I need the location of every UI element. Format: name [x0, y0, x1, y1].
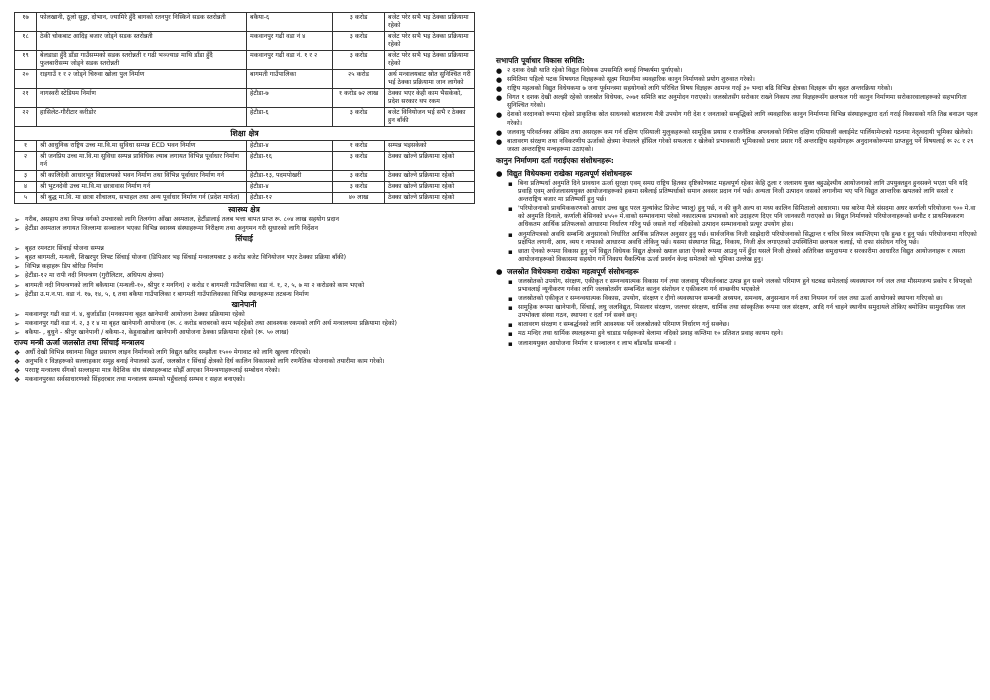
list-item-text: बागमती नदी नियन्त्रणको लागि बकैयामा (मन्थली-१०, श्रीपुर र मनगिन) २ करोड र बागमती गाउँपालिका वडा नं. १, २, ५, ७ मा २ करोडको काम भएको	[25, 281, 365, 289]
list-item	[496, 330, 978, 338]
row-status: बजेट परेर सभै भइ ठेक्का प्रक्रियामा रहेको	[385, 51, 475, 70]
right-column	[496, 54, 978, 349]
list-item	[496, 295, 978, 303]
list-item-text: बातावरण संरक्षण तथा नविकरणीय ऊर्जाको क्षेत्रमा नेपालले हाँसिल गरेको सफलता र खेलेको प्रभावकारी भूमिकाको प्रचार प्रसार गर्दै अन्तराष्ट्रिय सहयोगहरू अनुदानकोरूपमा प्राप्तहुनु पर्ने विषयलाई रू २८ र २९ जस्ता अन्तराष्ट्रिय मन्चहरूमा उठाएको।	[507, 137, 974, 153]
square-bullet-icon: ▪	[508, 330, 513, 339]
arrow-bullet-icon: ➢	[14, 245, 20, 254]
list-item-text: बकैया- , बुधुने - श्रीपुर खानेपानी / बकैया-२, केहुवाखोला खानेपानी आयोजना ठेक्का प्रक्रियामा रहेको (रू. ५० लाख)	[25, 328, 289, 336]
row-number: १७	[15, 13, 37, 32]
list-item	[14, 245, 474, 253]
table-row	[15, 51, 475, 70]
list-item-text: मकवानपुर गढी वडा नं. ४, बुर्जाडाँडा (मनकामना बृहत खानेपानी आयोजना ठेक्का प्रक्रियामा रहेको	[25, 310, 245, 318]
row-number: ४	[15, 182, 37, 193]
list-item	[14, 282, 474, 290]
row-description: श्री आधुनिक राष्ट्रिय उच्च मा.वि.मा सुविधा सम्पन्न ECD भवन निर्माण	[37, 141, 247, 152]
list-item	[496, 340, 978, 348]
row-description: श्री जनप्रिय उच्च मा.वि.मा सुविधा सम्पन्न प्राविधिक ल्याब लगायत विभिन्न पूर्वाधार निर्माण गर्न	[37, 152, 247, 171]
square-bullet-icon: ▪	[508, 205, 513, 214]
list-item-text: हेटौंडा-१२ मा रापी नदी नियन्त्रण (गुरौलिटार, अधिपत्य क्षेत्रमा)	[25, 272, 164, 280]
list-item	[496, 67, 978, 75]
row-location: हेटौडा-१६	[247, 152, 333, 171]
list-item-text: जलाशययुक्त आयोजना निर्माण र सञ्चालन र लाभ बाँडफाँड सम्बन्धी ।	[518, 339, 676, 347]
list-item	[496, 304, 978, 320]
square-bullet-icon: ▪	[508, 321, 513, 330]
list-item-text: 'परियोजनाको प्राथमिककरणको आधार उच्च खुद परल मुल्यांकेट प्रिजेन्ट भ्यालू) हुनु पर्छ, न की कुनै अल्प वा मध्य कालिन सिमितालो आधारमा। यस बारेमा मैले संसदमा अघर कर्णाली परियोजना ९०० मे.वा को अनुमति दिनाले, कर्णाली बेसिनको ४५५० मे.वाको सम्भावनामा परेको नकारात्मक प्रभावको बारे उदाहरण दिएर पनि जानकारी गराएको छ। विद्युत निर्माणको परियोजनाहरूको छनौट र प्राथमिककरण अधिकतम आर्थिक प्रतिफलको आधारमा निर्धारण गरिनु पर्छ जसले गर्दा नदिकोको उत्पादन सम्भावनाको प्रत्यूर उपयोग होस।	[518, 205, 976, 229]
list-item-text: गरीब, असहाय तथा विपन्न वर्गको उपचारको लागि तिलगंगा आँखा अस्पताल, हेटौंडालाई तलब भत्ता बापत प्राप्त रू. ८०४ लाख सहयोग प्रदान	[25, 216, 340, 223]
dot-bullet-icon: ●	[496, 94, 503, 103]
list-item-text: बिना प्रतिष्पर्धा अनुमति दिने प्रावधान ऊर्जा सुरक्षा एवम् समग्र राष्ट्रिय हितका दृष्टिकोणबाट महत्वपूर्ण रहेका केहि ठूला र जलाशय युक्त बहुउद्देश्यीय आयोजनाको लागि उपयुक्तहुन हुनसक्ने भएता पनि यदि प्रवाहि एवम् अर्धजलासययुक्त आयोजनाहरूको हकमा सबैलाई प्रतिष्पर्धाको समान अवसर प्रदान गर्न पर्छ। अन्यता निजी उत्पादन जसको लगानीमा भए पनि विद्युत आन्तरिक खपतको लागि सस्तो र अन्तराष्ट्रिय बजार मा प्रतिष्पर्धी हुनु पर्छ।	[518, 179, 968, 204]
row-cost: २५ करोड	[333, 70, 385, 89]
list-item-text: छाता ऐनको रूपमा विकास हुनु पर्ने विद्युत विधेयक विद्युत क्षेत्रको ख्याल छाता ऐनको रूपमा आउनु पर्ने हुँदा यसले निजी क्षेत्रको अतिरिक्त समुदायमा र सरकारीमा आधारित विद्युत आयोजनाहरू र त्यस्ता आयोजनाहरूको विकासमा सहयोग गर्ने निकाय यैकल्पिक ऊर्जा प्रवर्धन केन्द्र समेतको को भूमिका उल्लेख हुनु।	[518, 247, 965, 263]
square-bullet-icon: ▪	[508, 304, 513, 313]
committee-heading: सभापति पूर्वाधार विकास समिति:	[496, 56, 585, 65]
list-item-text: मठ मन्दिर तथा धार्मिक स्थलहरूमा हुने चाडाड पर्वहरूको बेलामा नदिको प्रवाह कम्तिमा १० प्रतिशत प्रवाह कायम रहने।	[518, 330, 783, 338]
education-table-body	[15, 141, 475, 204]
list-item-text: अर्घौ देखी विभिन्न स्थानमा विद्युत प्रसारण लाइन निर्माणको लागि विद्युत खरिद सम्झौता १५०० मेगावाट को लागि खुल्ला गरिएको।	[25, 349, 311, 357]
table-row	[15, 182, 475, 193]
arrow-bullet-icon: ➢	[14, 328, 20, 337]
list-item-text: बृहत बागमती, मन्थली, शिखरपुर लिफ्ट सिंचाई योजना (डिपिआर भइ सिंचाई मन्त्रालयबाट ३ करोड बजेट विनियोजन भएर ठेक्का प्रक्रिया बाँकी)	[25, 254, 347, 262]
list-item-text: परराष्ट्र मन्त्रालय सँगको सल्लाहमा मात्र वैदेशिक संघ संस्थाहरूबाट सोझैँ आएका निमन्त्रणाहरूलाई सम्बोधन गरेको।	[25, 367, 280, 375]
table-row	[15, 171, 475, 182]
list-item	[14, 329, 474, 337]
left-column	[14, 12, 474, 385]
law-heading: कानुन निर्माणमा दर्ता गराईएका संशोधनहरू:	[496, 155, 614, 165]
row-number: १८	[15, 32, 37, 51]
electricity-bill-title: विद्युत विधेयकमा राखेका महत्वपूर्ण संशोधनहरू	[507, 168, 632, 178]
row-number: १	[15, 141, 37, 152]
table-row	[15, 141, 475, 152]
list-item	[14, 349, 474, 357]
row-cost: ३ करोड	[333, 51, 385, 70]
list-item	[496, 205, 978, 229]
list-item	[14, 311, 474, 319]
row-description: श्री कालिदेवी आधारभूत विद्यालयको भवन निर्माण तथा विभिन्न पूर्वाधार निर्माण गर्न	[37, 171, 247, 182]
table-row	[15, 108, 475, 127]
square-bullet-icon: ▪	[508, 247, 513, 256]
row-cost: ३ करोड	[333, 32, 385, 51]
list-item	[496, 85, 978, 93]
row-location: हेटौडा-१३, पदमपोखरी	[247, 171, 333, 182]
arrow-bullet-icon: ➢	[14, 216, 20, 224]
row-description: श्री भुटनदेवी उच्च मा.वि.मा छात्रावास निर्माण गर्न	[37, 182, 247, 193]
row-description: नागस्वरी स्टेडियम निर्माण	[37, 89, 247, 108]
list-item-text: बातावरण संरक्षण र सम्बर्द्धनको लागि आवश्यक पर्ने जलस्रोतको परिमाण निर्धारण गर्नु सक्नेछ।	[518, 321, 730, 329]
row-description: बेलडाडा हुँदै डाँडा गाउँसम्मको सडक स्तरोन्नती र गढी भञ्ज्याङ माथि डाँडा हुँदै फुलबारीसम्म जोड्ने सडक स्तरोन्नती	[37, 51, 247, 70]
education-section-header	[15, 127, 475, 141]
bullet-icon: ●	[496, 168, 503, 178]
row-status: ठेक्का खोल्ने प्रक्रियामा रहेको	[385, 193, 475, 204]
row-location: हेटौडा-४	[247, 182, 333, 193]
list-item	[496, 248, 978, 264]
arrow-bullet-icon: ➢	[14, 310, 20, 319]
dot-bullet-icon: ●	[496, 111, 503, 120]
row-cost: १ करोड ७२ लाख	[333, 89, 385, 108]
list-item-text: मकवानपुर गढी वडा नं. २, ३ र ४ मा बृहत खानेपानी आयोजना (रू. ८ करोड बराबरको काम भईरहेको तथा आवश्यक रकमको लागि अर्थ मन्त्रालयमा प्रक्रियामा रहेको)	[25, 319, 397, 327]
list-item-text: अनुमतिपत्रको अवधि सम्बन्धि अनुसारको निर्धारित आर्थिक प्रतिफल अनुसार हुनु पर्छ। सार्वजनिक निजी साझेदारी परियोजनाको सिद्धान्त र चरित्र विरुत्र व्याप्तिएमा एकै हुन्छ र हुनु पर्छ। परियोजनामा गरिएको प्रक्षेपित लगानी, आय, व्यय र नाफाको आधारमा अवधि तोकिनु पर्छ। यसमा संस्थागत सिद्ध, निकाय, निजी क्षेत्र लगाएतको उपस्थितिमा छलफल चलाई, यो दफा संसोधन गरिनु पर्छ।	[518, 230, 977, 246]
square-bullet-icon: ▪	[508, 179, 513, 188]
row-cost: ३ करोड	[333, 182, 385, 193]
square-bullet-icon: ❖	[14, 349, 21, 358]
water-list	[14, 311, 474, 337]
list-item	[14, 376, 474, 384]
row-location: हेटौडा-७	[247, 89, 333, 108]
square-bullet-icon: ▪	[508, 230, 513, 239]
list-item	[496, 231, 978, 247]
list-item	[14, 291, 474, 299]
list-item	[496, 278, 978, 294]
row-number: २०	[15, 70, 37, 89]
health-heading: स्वास्थ्य क्षेत्र	[228, 205, 260, 214]
row-location: हेटौडा-६	[247, 108, 333, 127]
arrow-bullet-icon: ➢	[14, 225, 20, 234]
row-number: ३	[15, 171, 37, 182]
list-item	[496, 321, 978, 329]
list-item	[14, 358, 474, 366]
water-bill-list	[496, 278, 978, 348]
water-bill-heading	[496, 267, 978, 277]
row-status: बजेट परेर सभै भइ ठेक्का प्रक्रियामा रहेको	[385, 13, 475, 32]
list-item-text: हेटौंडा अस्पताल लगायत जिल्लामा सञ्चालन भएका विभिन्न स्वास्थ्य संस्थाहरूमा निरीक्षण तथा अनुगमन गरी सुधारको लागि निर्देशन	[25, 225, 318, 233]
row-location: मकवानपुर गढी वडा नं. १ र २	[247, 51, 333, 70]
projects-table-body	[15, 13, 475, 127]
list-item	[14, 263, 474, 271]
row-status: ठेक्का भएर केही काम भैसकेको, प्रदेश सरकार थप रकम	[385, 89, 475, 108]
row-number: २१	[15, 89, 37, 108]
arrow-bullet-icon: ➢	[14, 281, 20, 290]
list-item	[14, 225, 474, 233]
row-number: १९	[15, 51, 37, 70]
list-item	[14, 272, 474, 280]
row-cost: १ करोड	[333, 141, 385, 152]
row-cost: ४० लाख	[333, 193, 385, 204]
irrigation-heading: सिंचाई	[235, 234, 253, 244]
list-item	[496, 180, 978, 204]
list-item	[14, 254, 474, 262]
dot-bullet-icon: ●	[496, 67, 503, 75]
row-location: बकैया-६	[247, 13, 333, 32]
row-description: ठेकी चोकबाट आदिइ बजार जोड्ने सडक स्तरोन्नती	[37, 32, 247, 51]
dot-bullet-icon: ●	[496, 128, 503, 137]
row-number: ५	[15, 193, 37, 204]
list-item-text: मकवानपुरका सर्वसाधारणको सिंहदरबार तथा मन्त्रालय सम्मको पहुँचलाई सम्भव र सहज बनाएको।	[25, 376, 245, 384]
list-item-text: विगत १ दशक देखी अल्झी रहेको जलस्रोत विधेयक, २०७१ समिति बाट अनुमोदन गराएको। जलस्रोतसँग सरोकार राख्ने निकाय तथा विज्ञहरूसँग छलफल गरी कानुन निर्माणमा सरोकारवालाहरूको सहभागिता सुनिश्चित गरेको।	[507, 94, 967, 110]
dot-bullet-icon: ●	[496, 76, 503, 85]
arrow-bullet-icon: ➢	[14, 319, 20, 328]
irrigation-list	[14, 245, 474, 299]
row-status: अर्थ मन्त्रालयबाट स्रोत सुनिश्चित गरी भई ठेक्का प्रक्रियामा जान लागेको	[385, 70, 475, 89]
row-location: हेटौडा-४	[247, 141, 333, 152]
dot-bullet-icon: ●	[496, 137, 503, 146]
square-bullet-icon: ▪	[508, 295, 513, 304]
table-row	[15, 32, 475, 51]
projects-table	[14, 12, 475, 204]
arrow-bullet-icon: ➢	[14, 263, 20, 272]
square-bullet-icon: ❖	[14, 367, 21, 376]
list-item-text: बृहत रमनटार सिंचाई योजना सम्पन्न	[25, 245, 104, 253]
list-item-text: विभिन्न कहाहरू डिप बोरिङ निर्माण	[25, 263, 103, 271]
list-item-text: राष्ट्रिय महत्वको विद्युत विधेयकमा ७ जना पूर्वमन्त्रमा सहयोगको लागि परिचित विषय विज्ञहरू आमन्त्र गरई ३० भन्दा बढि विभिन्न क्षेत्रका विज्ञहरू सँग बृहत अन्तरक्रिया गरेको।	[507, 85, 893, 93]
row-location: हेटौडा-१२	[247, 193, 333, 204]
electricity-bill-list	[496, 180, 978, 264]
row-location: बागमती गाउँपालिका	[247, 70, 333, 89]
row-status: ठेक्का खोल्ने प्रक्रियामा रहेको	[385, 152, 475, 171]
dot-bullet-icon: ●	[496, 85, 503, 94]
list-item-text: जलस्रोतको एकीकृत र सम्नन्वयात्मक विकास, उपयोग, संरक्षण र दीगो व्यवस्थापन सम्बन्धी अध्ययन, समन्वय, अनुसन्धान गर्न तथा नियमन गर्न जल तथा ऊर्जा आयोगको स्थापना गरिएको छ।	[518, 295, 943, 303]
row-cost: ३ करोड	[333, 152, 385, 171]
committee-list	[496, 67, 978, 154]
list-item	[496, 76, 978, 84]
water-heading: खानेपानी	[231, 299, 257, 309]
water-bill-title: जलस्रोत विधेयकमा राखेका महत्वपूर्ण संसोधनहरू	[507, 266, 639, 276]
square-bullet-icon: ▪	[508, 277, 513, 286]
energy-list	[14, 349, 474, 384]
table-row	[15, 13, 475, 32]
row-status: बजेट परेर सभै भइ ठेक्का प्रक्रियामा रहेको	[385, 32, 475, 51]
education-section-title: शिक्षा क्षेत्र	[15, 127, 475, 141]
square-bullet-icon: ▪	[508, 339, 513, 348]
bullet-icon: ●	[496, 266, 503, 276]
health-list	[14, 216, 474, 233]
square-bullet-icon: ❖	[14, 358, 21, 367]
table-row	[15, 89, 475, 108]
list-item	[14, 216, 474, 224]
list-item	[496, 111, 978, 127]
row-description: श्री बुद्ध मा.वि. मा छात्रा शौचालय, सभाहल तथा अन्य पूर्वाधार निर्माण गर्न (प्रदेश मार्फत)	[37, 193, 247, 204]
arrow-bullet-icon: ➢	[14, 290, 20, 299]
row-description: राइगाउँ १ र २ जोड्ने चिरुवा खोला पुल निर्माण	[37, 70, 247, 89]
table-row	[15, 193, 475, 204]
row-cost: ३ करोड	[333, 108, 385, 127]
row-status: सम्पन्न भइसकेको	[385, 141, 475, 152]
row-cost: ३ करोड	[333, 13, 385, 32]
row-location: मकवानपुर गढी वडा नं ४	[247, 32, 333, 51]
table-row	[15, 152, 475, 171]
list-item	[14, 367, 474, 375]
arrow-bullet-icon: ➢	[14, 254, 20, 263]
arrow-bullet-icon: ➢	[14, 272, 20, 281]
list-item-text: समितिमा पहिलो पटक विषयगत विज्ञहरूको सूक्ष्म निग्रानीमा व्यवहारिक कानुन निर्माणको प्रयोग शुरुवात गरेको।	[507, 76, 755, 84]
list-item-text: जलस्रोतको उपयोग, संरक्षण, एकीकृत र सम्नन्वयात्मक विकास गर्न तथा जलवायु परिवर्तनबाट उत्पन्न हुन सक्ने जलको परिमाण हुने घटबढ समेतलाई व्यवस्थापन गर्न जल तथा मौसमजन्य प्रकोप र विपद्को प्रभावलाई न्यूनीकरण गर्नका लागि जलस्रोतसँग सम्बन्धित कानुन संशोधन र एकीकरण गर्न वान्छनीय भएकोले	[518, 277, 972, 293]
electricity-bill-heading	[496, 169, 978, 179]
list-item-text: २ दशक देखी थाति रहेको विद्युत विधेयक उपसमिति बनाई निष्कर्षमा पुर्याएको।	[507, 67, 683, 74]
list-item-text: हेटौंडा उ.म.न.पा. वडा नं. १७, १४, ५, ६ तथा बकैया गाउँपालिका र बागमती गाउँपालिकाका विभिन्न स्थानहरूमा तटबन्ध निर्माण	[25, 290, 309, 298]
row-status: ठेक्का खोल्ने प्रक्रियामा रहेको	[385, 182, 475, 193]
list-item-text: सामुहिक रूपमा खानेपानी, सिंचाई, लघु जलविद्युत, मिसलार संरक्षण, जलचर संरक्षण, धार्मिक तथा सांस्कृतिक रूपमा जल संरक्षण, आदि गर्न चाहने स्थानीय समुदायले तोकिए बमोजिम सामुदायिक जल उपभोक्ता संस्था गठन, स्थापना र दर्ता गर्न सक्ने छन्।	[518, 304, 966, 320]
list-item	[496, 129, 978, 137]
energy-heading: राज्य मन्त्री ऊर्जा जलस्रोत तथा सिंचाई मन्त्रालय	[14, 338, 145, 348]
row-cost: ३ करोड	[333, 171, 385, 182]
list-item	[496, 138, 978, 154]
row-description: हासिलेट-गौरीटार करीडोर	[37, 108, 247, 127]
row-number: २	[15, 152, 37, 171]
row-number: २२	[15, 108, 37, 127]
list-item-text: अनुभवि र विज्ञहरूको सल्लाहकार समूह बनाई नेपालको ऊर्जा, जलस्रोत र सिंचाई क्षेत्रको दिर्घ कालिन विकासको लागि रणनैतिक योजनाको तयारीमा काम गरेको।	[25, 358, 385, 366]
row-status: बजेट विनियोजन भई सभै र ठेक्का हुन बाँकी	[385, 108, 475, 127]
list-item	[14, 320, 474, 328]
list-item	[496, 94, 978, 110]
list-item-text: देशको वरदानको रूपमा रहेको प्राकृतिक स्रोत साधनको बातावरण मैत्री उपयोग गरी देश र जनताको सम्बृद्धिको लागि व्यवहारिक कानुन निर्माणमा विभिन्न संस्थाहरूद्वारा दर्ता गराई विकासको गति तिब्र बनाउन पहल गरेको।	[507, 111, 978, 127]
square-bullet-icon: ❖	[14, 376, 21, 385]
row-status: ठेक्का खोल्ने प्रक्रियामा रहेको	[385, 171, 475, 182]
row-description: फोलखानी, ठूलो सुड्डा, दोभान, ज्यामिरे हुँदै बागको रतनपुर निस्किने सडक स्तरोन्नती	[37, 13, 247, 32]
table-row	[15, 70, 475, 89]
list-item-text: जलवायु परिवर्तनका अंखिम तथा असरहरू कम गर्न दक्षिण एसियाली मुलुकहरूको सामूहिक प्रयास र राजनैतिक अपनत्वको निमित्त दक्षिण एसियाली क्लाईमेट पार्लियामेन्टको गठनमा नेतृत्वदायी भूमिका खेलेको।	[507, 128, 973, 136]
